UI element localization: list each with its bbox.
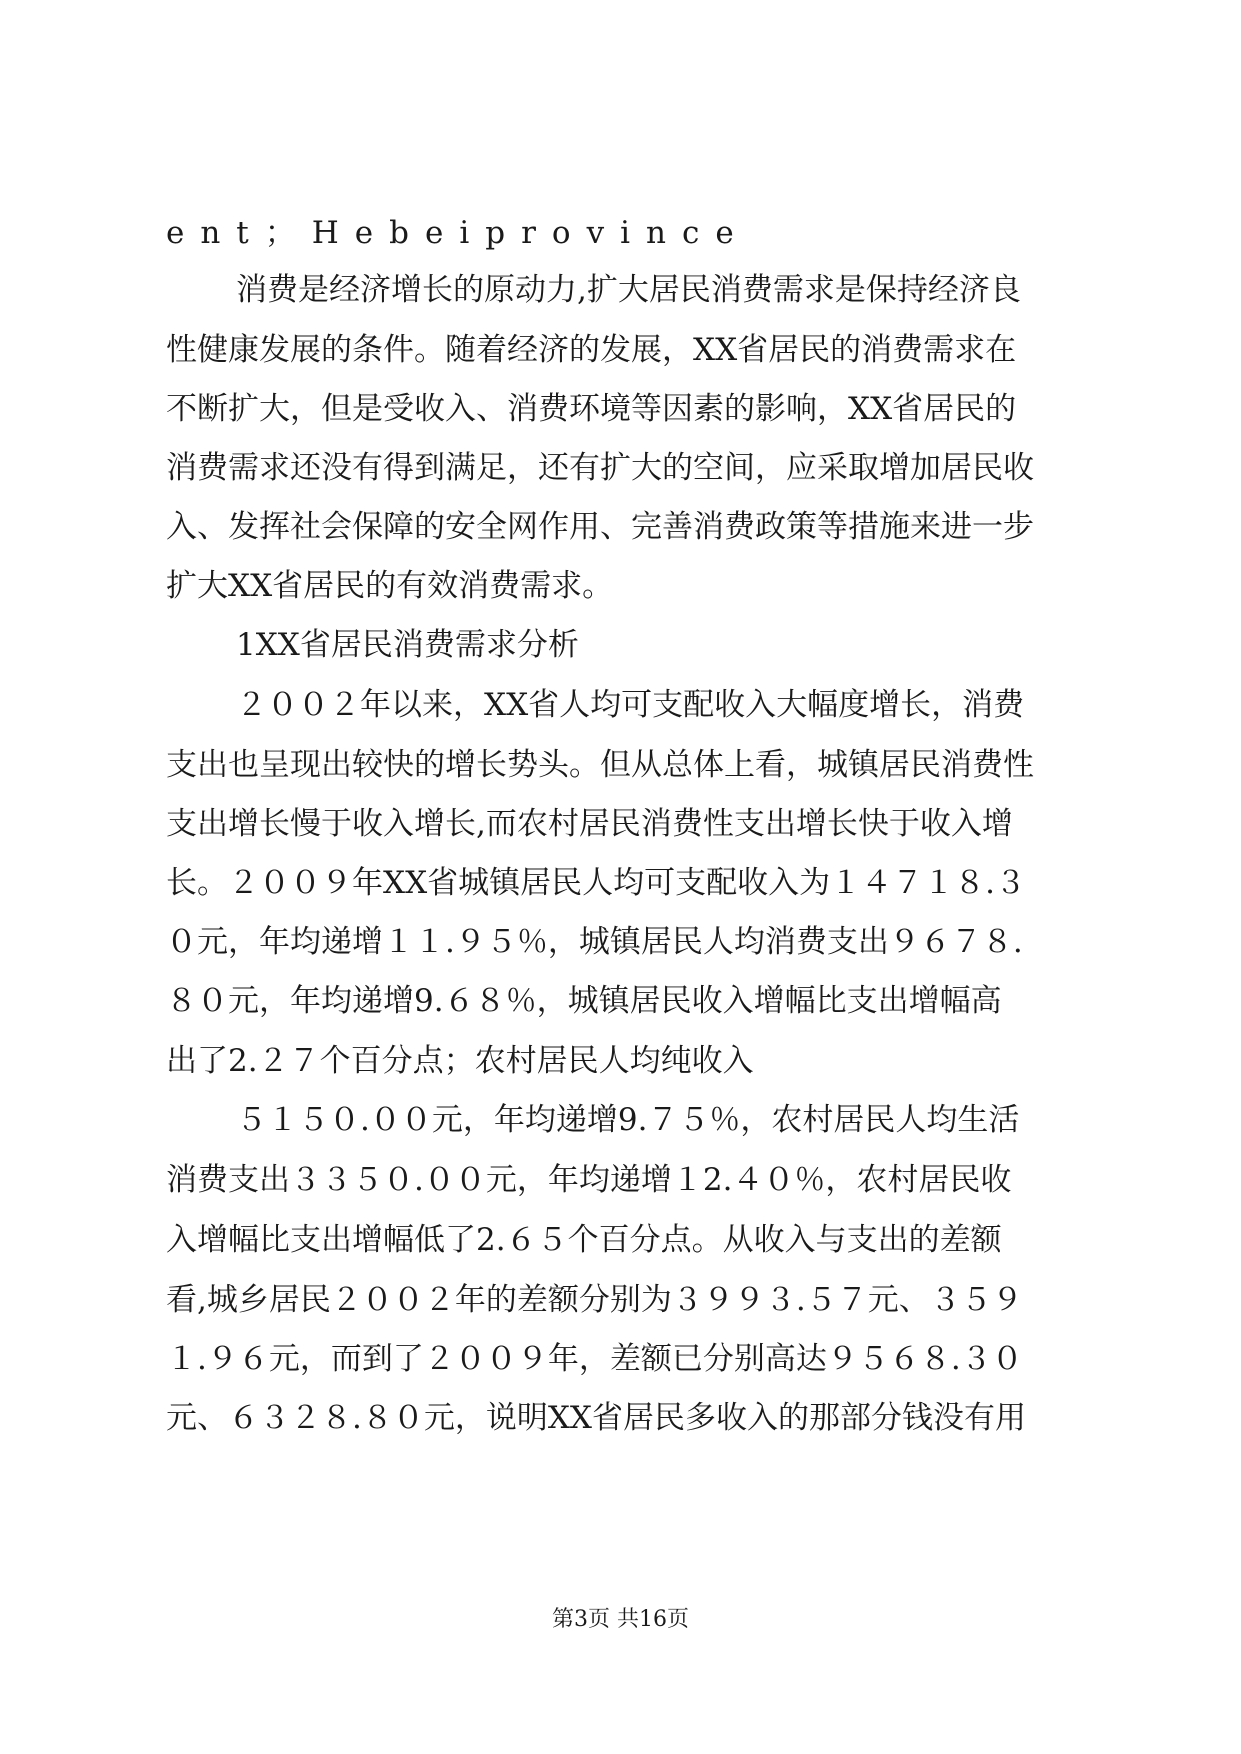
- paragraph-line: 消费支出３３５０.００元，年均递增１2.４０％，农村居民收: [166, 1162, 1012, 1198]
- paragraph-line: 消费是经济增长的原动力,扩大居民消费需求是保持经济良: [236, 272, 1021, 308]
- paragraph-line: 支出也呈现出较快的增长势头。但从总体上看，城镇居民消费性: [166, 747, 1034, 783]
- section-heading: 1XX省居民消费需求分析: [236, 627, 579, 663]
- paragraph-line: ８０元，年均递增9.６８％，城镇居民收入增幅比支出增幅高: [166, 983, 1002, 1019]
- paragraph-line: 消费需求还没有得到满足，还有扩大的空间，应采取增加居民收: [166, 450, 1034, 486]
- paragraph-line: ０元，年均递增１１.９５％，城镇居民人均消费支出９６７８.: [166, 924, 1023, 960]
- paragraph-line: 出了2.２７个百分点；农村居民人均纯收入: [166, 1043, 754, 1079]
- paragraph-line: 入、发挥社会保障的安全网作用、完善消费政策等措施来进一步: [166, 509, 1034, 545]
- text-line: ent；Hebeiprovince: [166, 215, 750, 251]
- paragraph-line: 扩大XX省居民的有效消费需求。: [166, 568, 614, 604]
- paragraph-line: 不断扩大，但是受收入、消费环境等因素的影响，XX省居民的: [166, 391, 1017, 427]
- paragraph-line: ２００２年以来，XX省人均可支配收入大幅度增长，消费: [236, 687, 1025, 723]
- paragraph-line: 元、６３２８.８０元，说明XX省居民多收入的那部分钱没有用: [166, 1400, 1026, 1436]
- paragraph-line: 支出增长慢于收入增长,而农村居民消费性支出增长快于收入增: [166, 806, 1013, 842]
- paragraph-line: 性健康发展的条件。随着经济的发展，XX省居民的消费需求在: [166, 332, 1017, 368]
- paragraph-line: 看,城乡居民２００２年的差额分别为３９９３.５７元、３５９: [166, 1282, 1023, 1318]
- page-footer: 第3页 共16页: [552, 1607, 689, 1632]
- paragraph-line: ５１５０.００元，年均递增9.７５％，农村居民人均生活: [236, 1102, 1020, 1138]
- paragraph-line: １.９６元，而到了２００９年，差额已分别高达９５６８.３０: [166, 1341, 1023, 1377]
- paragraph-line: 入增幅比支出增幅低了2.６５个百分点。从收入与支出的差额: [166, 1222, 1002, 1258]
- paragraph-line: 长。２００９年XX省城镇居民人均可支配收入为１４７１８.３: [166, 865, 1026, 901]
